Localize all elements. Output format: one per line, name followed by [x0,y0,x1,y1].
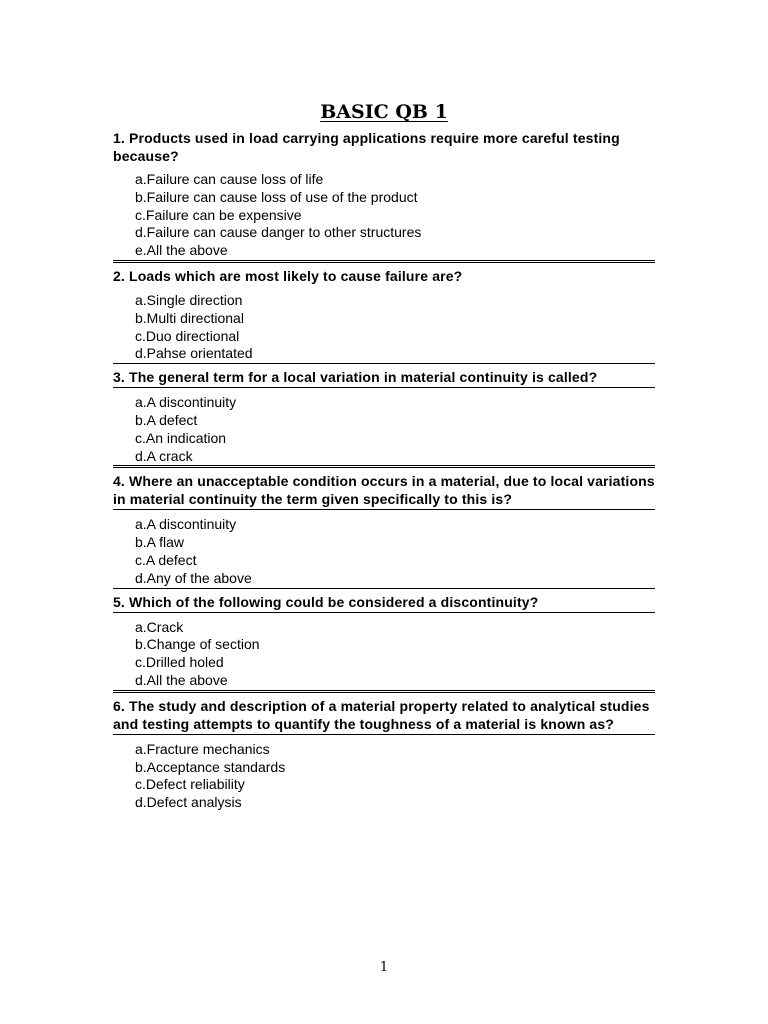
question-6-text: 6. The study and description of a material property related to analytical studies and testing attempts to quantify the toughness of a material is known as? [113,697,655,735]
option-b: b.Change of section [135,636,260,653]
question-1 [113,129,655,263]
option-c: c.Failure can be expensive [135,206,302,223]
option-a: a.Single direction [135,291,243,308]
option-c: c.Drilled holed [135,654,224,671]
option-c: c.A defect [135,551,197,568]
question-3-options [135,394,655,465]
option-b: b.Multi directional [135,309,244,326]
question-1-text: 1. Products used in load carrying applications require more careful testing because? [113,130,620,164]
question-divider [113,690,655,693]
option-d: d.Defect analysis [135,794,242,811]
option-c: c.Defect reliability [135,776,245,793]
option-b: b.Acceptance standards [135,758,286,775]
option-d: d.Failure can cause danger to other structures [135,224,422,241]
question-6 [113,697,655,812]
question-divider [113,363,655,364]
question-5-options [135,619,655,690]
option-a: a.A discontinuity [135,516,237,533]
option-a: a.A discontinuity [135,394,237,411]
question-4-options [135,516,655,587]
option-e: e.All the above [135,242,228,259]
question-6-options [135,741,655,812]
option-d: d.Pahse orientated [135,345,253,362]
option-c: c.Duo directional [135,327,240,344]
question-4-text: 4. Where an unacceptable condition occurs in a material, due to local variations in material continuity the term given specifically to this is? [113,472,655,510]
option-a: a.Failure can cause loss of life [135,171,324,187]
question-1-options [135,171,655,260]
question-4 [113,472,655,588]
question-2 [113,267,655,364]
question-5-text: 5. Which of the following could be considered a discontinuity? [113,593,655,613]
option-b: b.A defect [135,411,198,428]
question-divider [113,465,655,468]
option-d: d.Any of the above [135,569,252,586]
question-list [113,129,655,812]
question-divider [113,588,655,589]
option-c: c.An indication [135,429,227,446]
option-a: a.Fracture mechanics [135,740,270,757]
question-2-options [135,292,655,363]
question-5 [113,593,655,693]
document-title: BASIC QB 1 [320,101,448,123]
question-divider [113,260,655,263]
option-b: b.Failure can cause loss of use of the product [135,188,418,205]
question-2-text: 2. Loads which are most likely to cause failure are? [113,267,463,284]
question-3-text: 3. The general term for a local variation in material continuity is called? [113,368,655,388]
question-3 [113,368,655,468]
option-d: d.A crack [135,447,193,464]
option-b: b.A flaw [135,534,185,551]
option-d: d.All the above [135,671,228,688]
page-number: 1 [379,960,389,975]
option-a: a.Crack [135,618,184,635]
